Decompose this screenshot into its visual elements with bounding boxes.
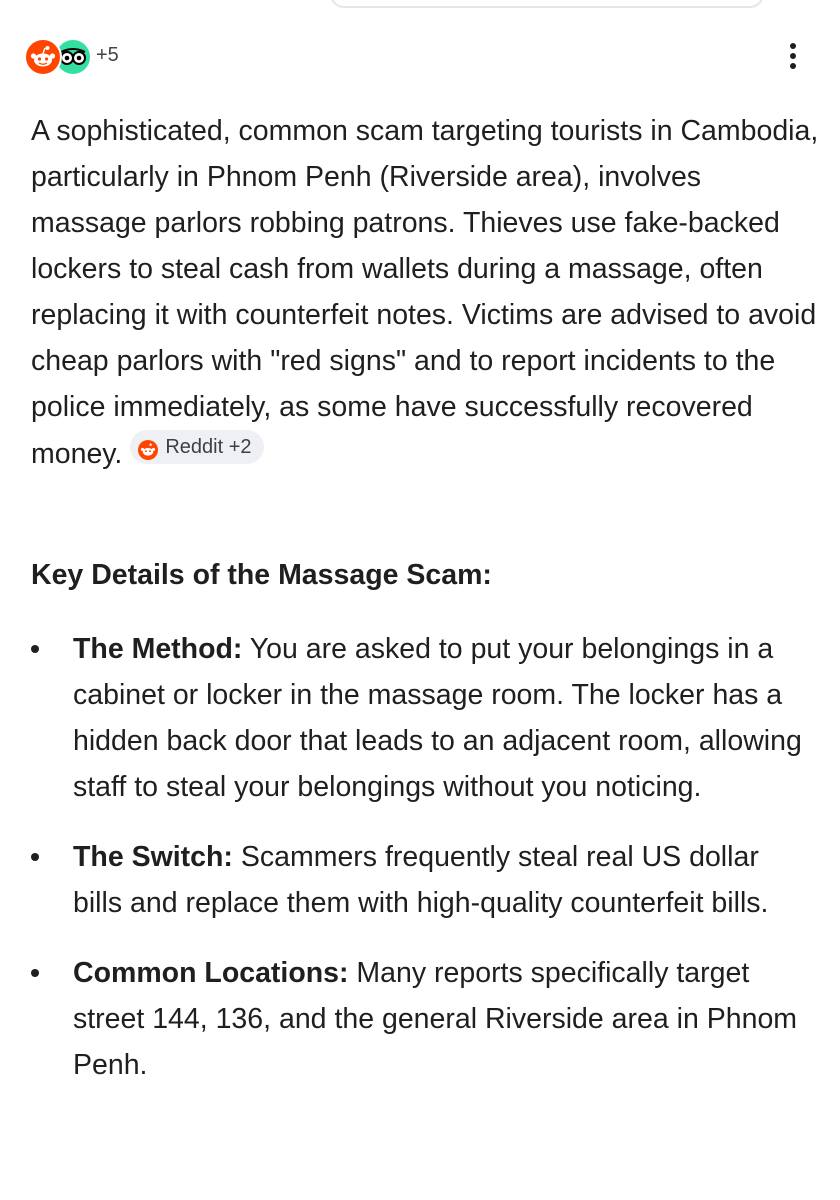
section-heading: Key Details of the Massage Scam: <box>31 559 492 591</box>
detail-text: You are asked to put your belongings in a cabinet or locker in the massage room. The locker has a hidden back door that leads to an adjacent room, allowing staff to steal your belongings without you noticing. <box>73 633 802 803</box>
list-item <box>0 950 813 1088</box>
source-icons[interactable] <box>22 36 92 76</box>
search-bar-edge[interactable] <box>330 0 764 8</box>
ai-overview-summary <box>31 108 821 477</box>
more-options-button[interactable] <box>778 38 808 74</box>
citation-chip-label: Reddit +2 <box>165 436 252 458</box>
sources-header <box>22 36 822 76</box>
list-item <box>0 834 813 926</box>
details-list <box>0 626 840 1112</box>
bullet <box>31 969 39 977</box>
more-vert-icon <box>789 41 797 71</box>
reddit-icon <box>138 437 158 457</box>
citation-chip[interactable] <box>130 430 263 464</box>
detail-term: Common Locations: <box>73 957 349 989</box>
detail-term: The Method: <box>73 633 243 665</box>
list-item <box>0 626 813 810</box>
bullet <box>31 853 39 861</box>
detail-text: Many reports specifically target street 144, 136, and the general Riverside area in Phnom Penh. <box>73 957 798 1081</box>
bullet <box>31 645 39 653</box>
reddit-icon <box>24 38 62 76</box>
more-sources-count[interactable]: +5 <box>96 44 119 66</box>
summary-text: A sophisticated, common scam targeting tourists in Cambodia, particularly in Phnom Penh (Riverside area), involves massage parlors robbing patrons. Thieves use fake-backed lockers to steal cash from wallets during a massage, often replacing it with counterfeit notes. Victims are advised to avoid cheap parlors with "red signs" and to report incidents to the police immediately, as some have successfully recovered money. <box>31 115 819 470</box>
detail-term: The Switch: <box>73 841 233 873</box>
detail-text: Scammers frequently steal real US dollar bills and replace them with high-quality counterfeit bills. <box>73 841 769 919</box>
